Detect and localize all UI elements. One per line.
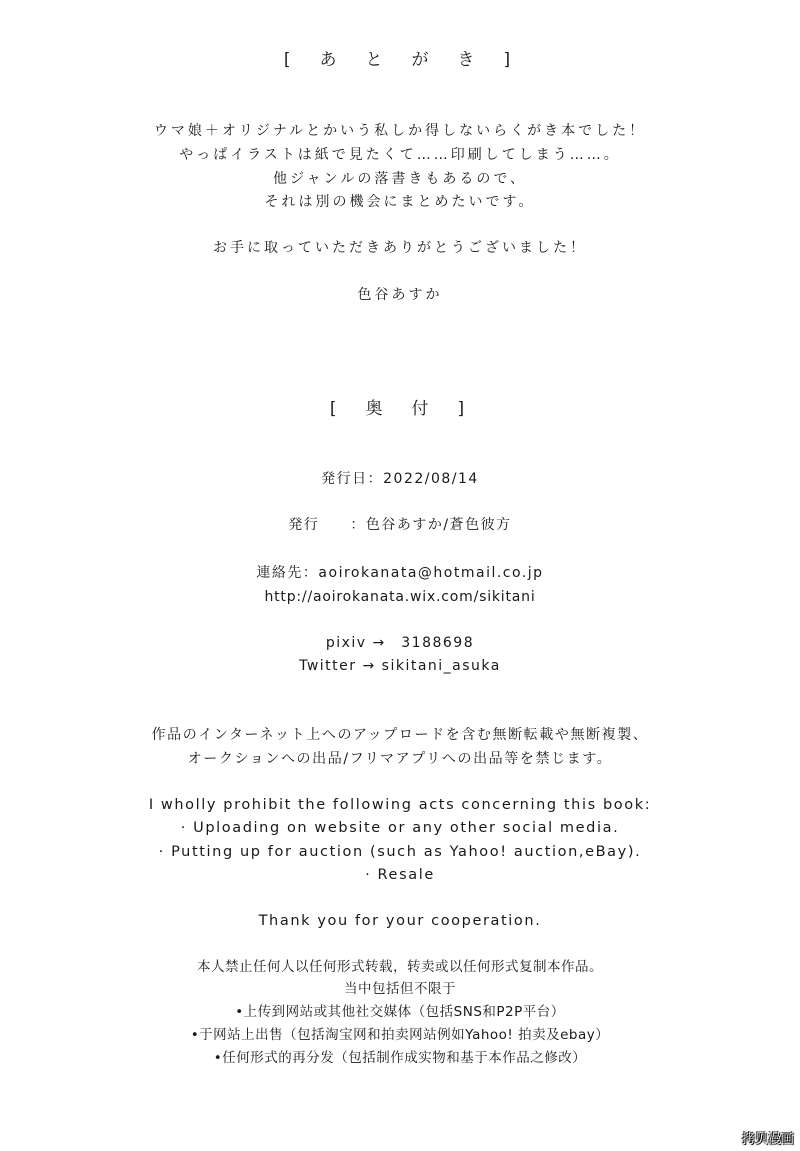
prohibition-zh-intro: 本人禁止任何人以任何形式转载，转卖或以任何形式复制本作品。 [197,959,603,975]
prohibition-en-thanks: Thank you for your cooperation. [258,913,542,929]
contact-email: 連絡先：aoirokanata@hotmail.co.jp [256,565,544,581]
prohibition-en-item-2: · Putting up for auction (such as Yahoo! auction,eBay). [158,844,642,860]
prohibition-zh-item-1: •上传到网站或其他社交媒体（包括SNS和P2P平台） [235,1004,565,1020]
pixiv-id: pixiv → 3188698 [325,635,475,651]
afterword-line-4: それは別の機会にまとめたいです。 [264,194,536,210]
website-url: http://aoirokanata.wix.com/sikitani [264,589,536,605]
afterword-heading: [ あ と が き ] [283,50,517,70]
prohibition-en-intro: I wholly prohibit the following acts concerning this book: [148,797,652,813]
issue-date: 発行日：2022/08/14 [321,471,479,487]
twitter-id: Twitter → sikitani_asuka [299,658,501,674]
afterword-signature: 色谷あすか [357,287,443,303]
prohibition-zh-item-3: •任何形式的再分发（包括制作成实物和基于本作品之修改） [213,1050,587,1066]
prohibition-jp-line-2: オークションへの出品/フリマアプリへの出品等を禁じます。 [187,751,613,767]
prohibition-zh-item-2: •于网站上出售（包括淘宝网和拍卖网站例如Yahoo! 拍卖及ebay） [190,1027,610,1043]
afterword-line-2: やっぱイラストは紙で見たくて……印刷してしまう……。 [179,147,621,163]
colophon-heading: [ 奥 付 ] [329,399,471,419]
prohibition-jp-line-1: 作品のインターネット上へのアップロードを含む無断転載や無断複製、 [151,727,649,743]
prohibition-en-item-1: · Uploading on website or any other social media. [180,820,620,836]
prohibition-zh-includes: 当中包括但不限于 [344,981,456,997]
afterword-thanks: お手に取っていただきありがとうございました！ [213,240,587,256]
watermark-text: 拷贝漫画 [741,1132,794,1147]
publisher: 発行 ：色谷あすか/蒼色彼方 [288,517,512,533]
prohibition-en-item-3: · Resale [365,867,435,883]
afterword-line-1: ウマ娘＋オリジナルとかいう私しか得しないらくがき本でした！ [153,123,647,139]
afterword-line-3: 他ジャンルの落書きもあるので、 [272,171,528,187]
